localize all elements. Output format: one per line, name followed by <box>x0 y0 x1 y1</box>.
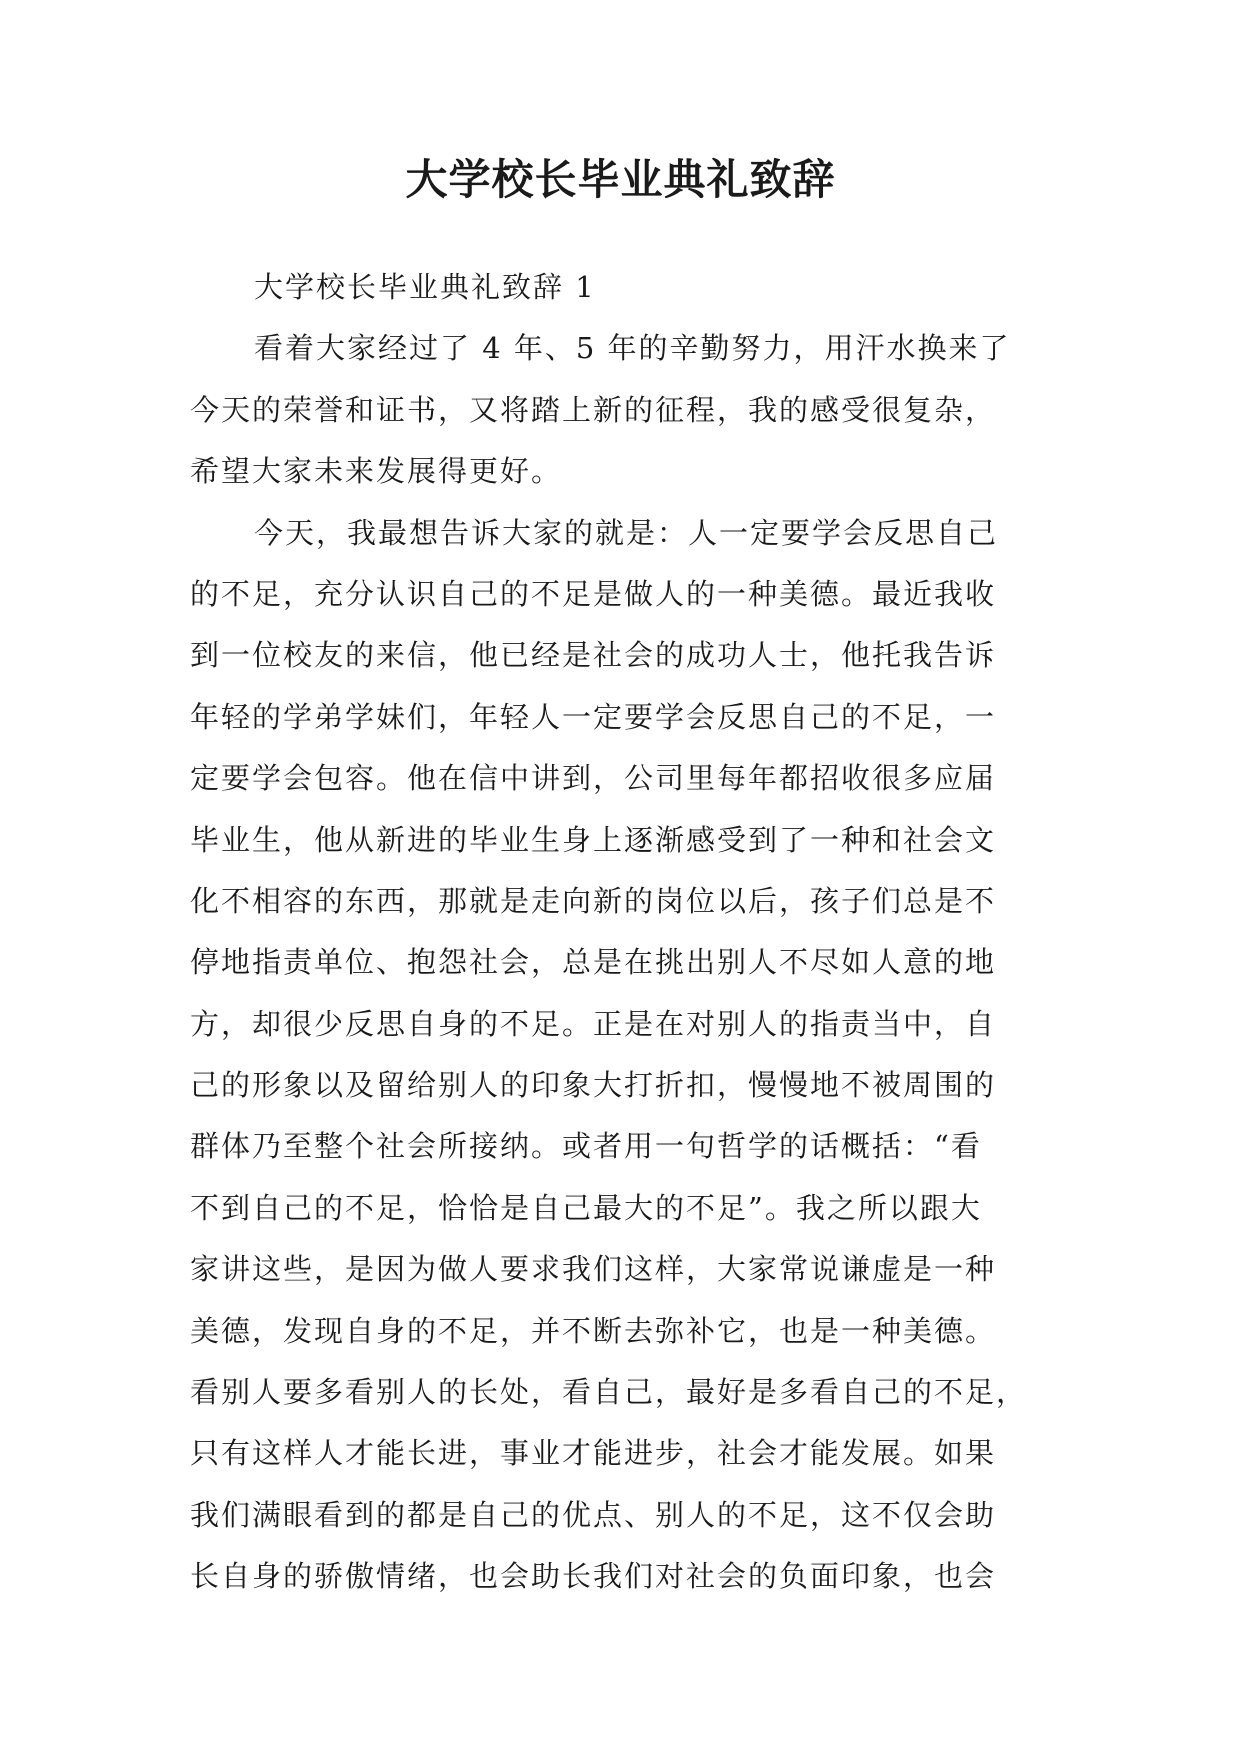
document-title: 大学校长毕业典礼致辞 <box>405 155 836 204</box>
body-line: 不到自己的不足，恰恰是自己最大的不足”。我之所以跟大 <box>190 1190 982 1225</box>
body-line: 大学校长毕业典礼致辞 1 <box>254 270 596 304</box>
body-line: 化不相容的东西，那就是走向新的岗位以后，孩子们总是不 <box>190 883 997 918</box>
body-line: 我们满眼看到的都是自己的优点、别人的不足，这不仅会助 <box>190 1497 997 1532</box>
body-line: 方，却很少反思自身的不足。正是在对别人的指责当中，自 <box>190 1006 997 1041</box>
body-line: 群体乃至整个社会所接纳。或者用一句哲学的话概括：“看 <box>190 1129 982 1164</box>
body-line: 希望大家未来发展得更好。 <box>190 454 563 489</box>
body-line: 停地指责单位、抱怨社会，总是在挑出别人不尽如人意的地 <box>190 945 997 980</box>
body-line: 到一位校友的来信，他已经是社会的成功人士，他托我告诉 <box>190 638 997 673</box>
body-line: 美德，发现自身的不足，并不断去弥补它，也是一种美德。 <box>190 1313 997 1348</box>
body-line: 看别人要多看别人的长处，看自己，最好是多看自己的不足， <box>190 1375 1028 1410</box>
body-line: 年轻的学弟学妹们，年轻人一定要学会反思自己的不足，一 <box>190 699 997 734</box>
body-line: 今天，我最想告诉大家的就是：人一定要学会反思自己 <box>254 515 999 550</box>
body-line: 长自身的骄傲情绪，也会助长我们对社会的负面印象，也会 <box>190 1559 997 1594</box>
body-line: 的不足，充分认识自己的不足是做人的一种美德。最近我收 <box>190 576 997 611</box>
body-line: 今天的荣誉和证书，又将踏上新的征程，我的感受很复杂， <box>190 392 997 427</box>
body-line: 家讲这些，是因为做人要求我们这样，大家常说谦虚是一种 <box>190 1252 997 1287</box>
body-line: 毕业生，他从新进的毕业生身上逐渐感受到了一种和社会文 <box>190 822 997 857</box>
body-line: 定要学会包容。他在信中讲到，公司里每年都招收很多应届 <box>190 761 997 796</box>
body-line: 只有这样人才能长进，事业才能进步，社会才能发展。如果 <box>190 1436 997 1471</box>
body-line: 看着大家经过了 4 年、5 年的辛勤努力，用汗水换来了 <box>254 331 1011 366</box>
body-line: 己的形象以及留给别人的印象大打折扣，慢慢地不被周围的 <box>190 1068 997 1103</box>
document-body <box>190 257 1050 1608</box>
